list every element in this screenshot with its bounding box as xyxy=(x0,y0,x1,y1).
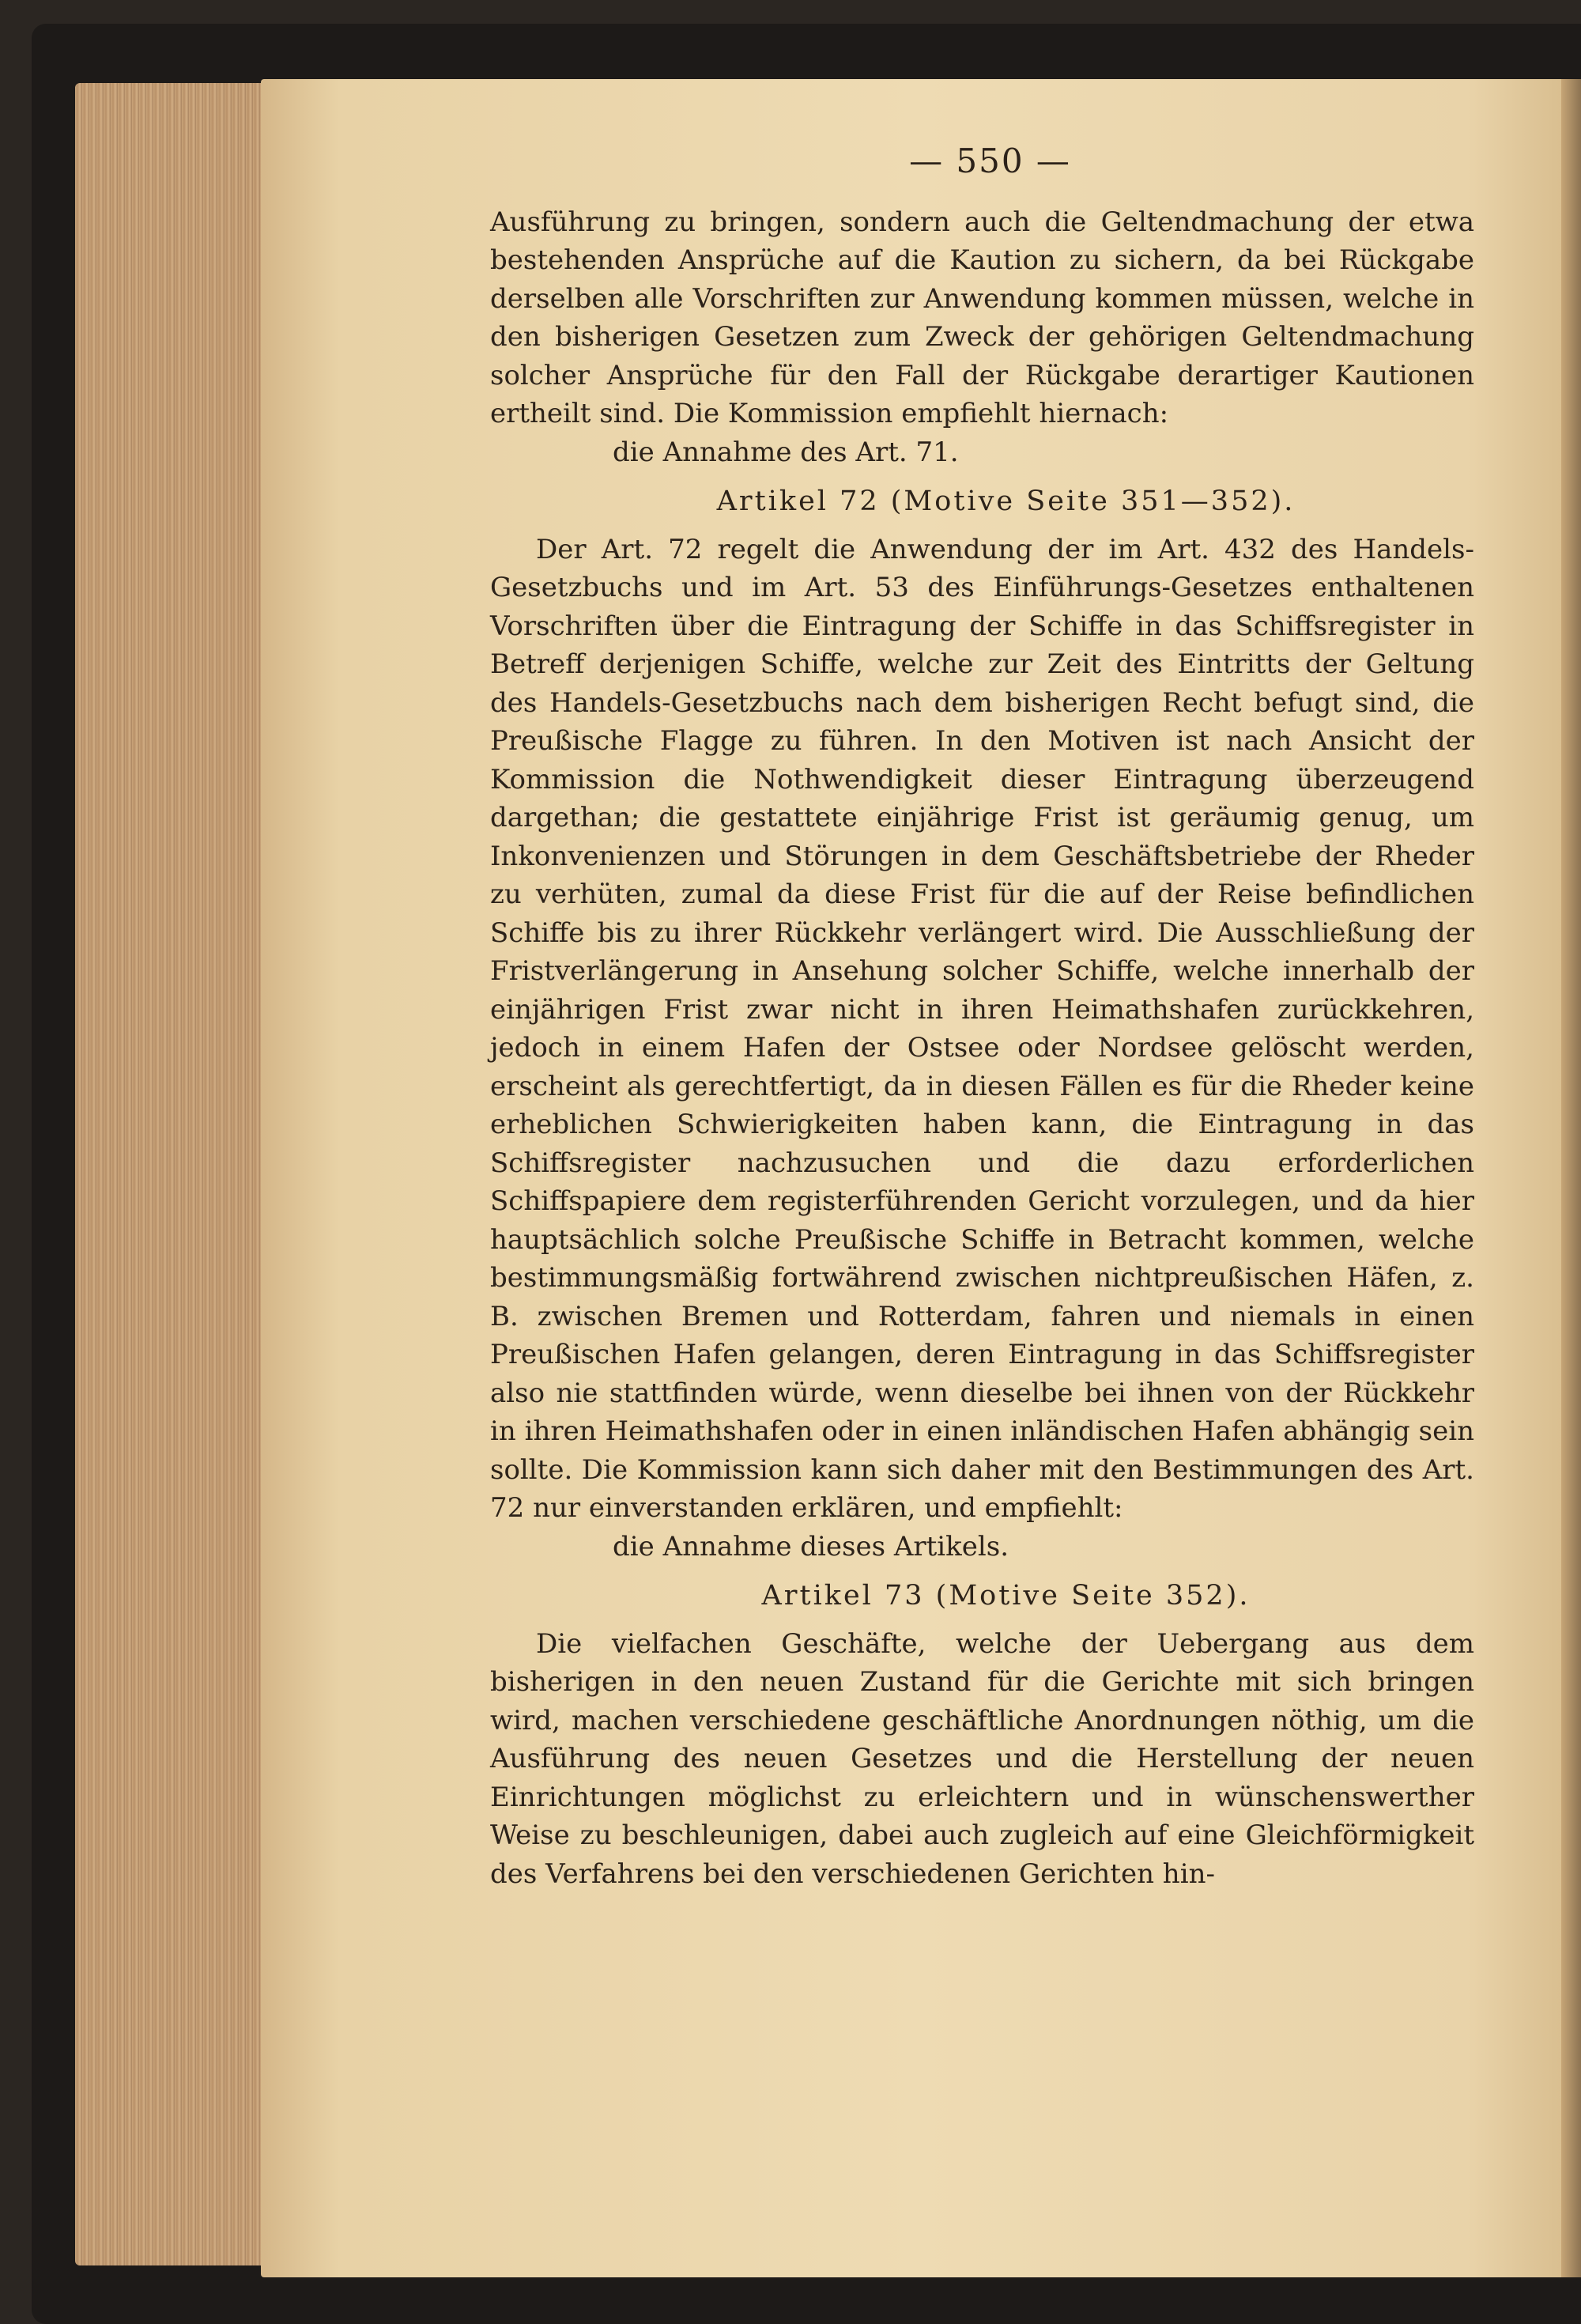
paragraph-art-72: Der Art. 72 regelt die Anwendung der im Art. 432 des Handels-Gesetzbuchs und im Art. 53 des Einführungs-Gesetzes enthaltenen Vorschriften über die Eintragung der Schiffe in das Schiffsregister in Betreff derjenigen Schiffe, welche zur Zeit des Eintritts der Geltung des Handels-Gesetzbuchs nach dem bisherigen Recht befugt sind, die Preußische Flagge zu führen. In den Motiven ist nach Ansicht der Kommission die Nothwendigkeit dieser Eintragung überzeugend dargethan; die gestattete einjährige Frist ist geräumig genug, um Inkonvenienzen und Störungen in dem Geschäftsbetriebe der Rheder zu verhüten, zumal da diese Frist für die auf der Reise befindlichen Schiffe bis zu ihrer Rückkehr verlängert wird. Die Ausschließung der Fristverlängerung in Ansehung solcher Schiffe, welche innerhalb der einjährigen Frist zwar nicht in ihren Heimathshafen zurückkehren, jedoch in einem Hafen der Ostsee oder Nordsee gelöscht werden, erscheint als gerechtfertigt, da in diesen Fällen es für die Rheder keine erheblichen Schwierigkeiten haben kann, die Eintragung in das Schiffsregister nachzusuchen und die dazu erforderlichen Schiffspapiere dem registerführenden Gericht vorzulegen, und da hier hauptsächlich solche Preußische Schiffe in Betracht kommen, welche bestimmungsmäßig fortwährend zwischen nichtpreußischen Häfen, z. B. zwischen Bremen und Rotterdam, fahren und niemals in einen Preußischen Hafen gelangen, deren Eintragung in das Schiffsregister also nie stattfinden würde, wenn dieselbe bei ihnen von der Rückkehr in ihren Heimathshafen oder in einen inländischen Hafen abhängig sein sollte. Die Kommission kann sich daher mit den Bestimmungen des Art. 72 nur einverstanden erklären, und empfiehlt: xyxy=(490,533,1474,1524)
heading-artikel-73: Artikel 73 (Motive Seite 352). xyxy=(761,1580,1251,1612)
page-number: — 550 — xyxy=(909,142,1071,180)
resolution-art-72: die Annahme dieses Artikels. xyxy=(613,1530,1009,1563)
page-gutter-edge xyxy=(1561,79,1581,2277)
page-text xyxy=(490,142,1474,1893)
heading-artikel-72: Artikel 72 (Motive Seite 351—352). xyxy=(716,486,1296,517)
paragraph-continued: Ausführung zu bringen, sondern auch die Geltendmachung der etwa bestehenden Ansprüche auf die Kaution zu sichern, da bei Rückgabe derselben alle Vorschriften zur Anwendung kommen müssen, welche in den bisherigen Gesetzen zum Zweck der gehörigen Geltendmachung solcher Ansprüche für den Fall der Rückgabe derartiger Kautionen ertheilt sind. Die Kommission empfiehlt hiernach: xyxy=(490,206,1474,429)
resolution-art-71: die Annahme des Art. 71. xyxy=(613,436,959,468)
paragraph-art-73: Die vielfachen Geschäfte, welche der Uebergang aus dem bisherigen in den neuen Zustand für die Gerichte mit sich bringen wird, machen verschiedene geschäftliche Anordnungen nöthig, um die Ausführung des neuen Gesetzes und die Herstellung der neuen Einrichtungen möglichst zu erleichtern und in wünschenswerther Weise zu beschleunigen, dabei auch zugleich auf eine Gleichförmigkeit des Verfahrens bei den verschiedenen Gerichten hin- xyxy=(490,1627,1474,1890)
